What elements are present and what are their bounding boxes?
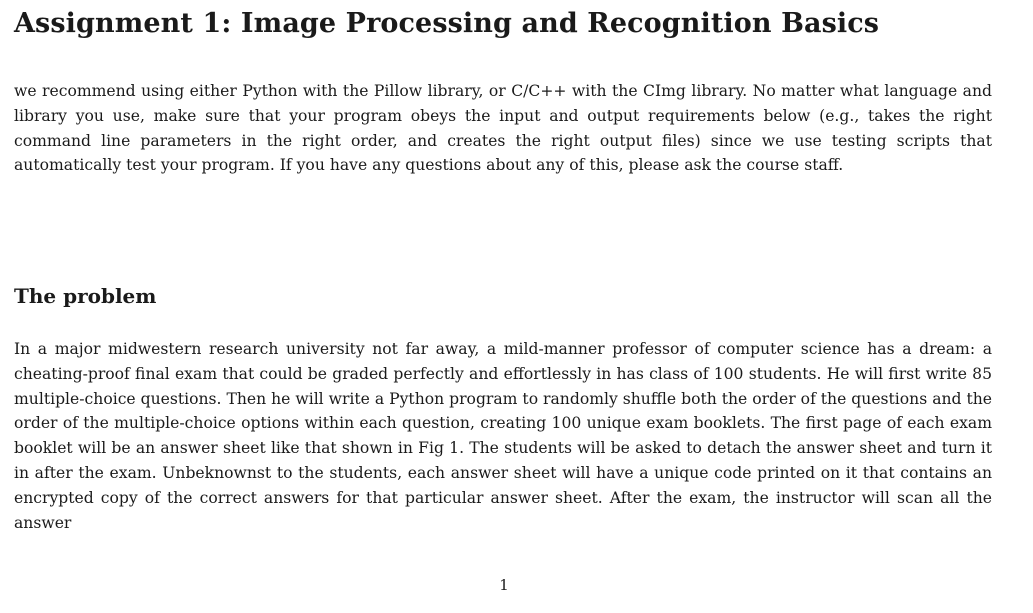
intro-paragraph: we recommend using either Python with the Pillow library, or C/C++ with the CImg library. No matter what language and library you use, make sure that your program obeys the input and output requirements below (e.g., takes the right command line parameters in the right order, and creates the right output files) since we use testing scripts that automatically test your program. If you have any questions about any of this, please ask the course staff. [14,82,992,175]
page-number: 1 [499,576,509,594]
document-title: Assignment 1: Image Processing and Recognition Basics [14,8,880,39]
document-page [14,0,994,613]
section-heading-problem: The problem [14,284,157,308]
problem-paragraph: In a major midwestern research university not far away, a mild-manner professor of computer science has a dream: a cheating-proof final exam that could be graded perfectly and effortlessly in has class of 100 students. He will first write 85 multiple-choice questions. Then he will write a Python program to randomly shuffle both the order of the questions and the order of the multiple-choice options within each question, creating 100 unique exam booklets. The first page of each exam booklet will be an answer sheet like that shown in Fig 1. The students will be asked to detach the answer sheet and turn it in after the exam. Unbeknownst to the students, each answer sheet will have a unique code printed on it that contains an encrypted copy of the correct answers for that particular answer sheet. After the exam, the instructor will scan all the answer [14,340,993,532]
